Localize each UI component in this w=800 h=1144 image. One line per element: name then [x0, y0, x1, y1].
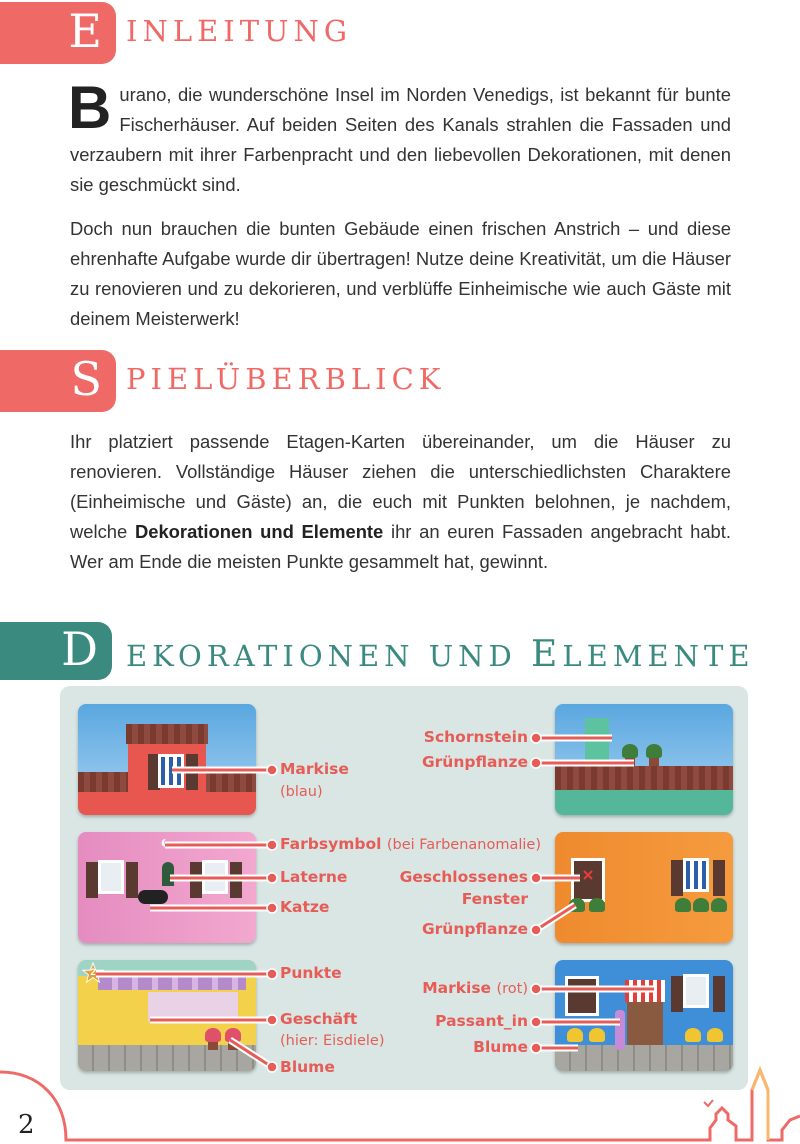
overview-text-block: [70, 427, 731, 577]
label-passant: Passant_in: [435, 1012, 528, 1030]
label-punkte: Punkte: [280, 964, 342, 982]
label-text: Farbsymbol: [280, 835, 382, 853]
header-initial: D: [61, 622, 98, 676]
label-gruenpflanze: Grünpflanze: [421, 920, 528, 938]
label-geschaeft: Geschäft: [280, 1010, 358, 1028]
overview-bold-text: Dekorationen und Elemente: [134, 521, 384, 542]
passerby-figure: [615, 1010, 625, 1050]
page-number: 2: [18, 1110, 35, 1140]
label-farbsymbol: [280, 835, 541, 854]
intro-paragraph-2: Doch nun brauchen die bunten Gebäude einen frischen Anstrich – und diese ehrenhafte Aufgabe wurde dir übertragen! Nutze deine Kreativität, um die Häuser zu renovieren und zu dekorieren, und verblüffe Einheimische wie auch Gäste mit deinem Meisterwerk!: [70, 218, 731, 329]
label-markise-sub: (blau): [280, 784, 323, 800]
section-title-dekorationen: [126, 634, 755, 675]
section-header-bar: [0, 622, 112, 680]
intro-text-block: [68, 74, 731, 334]
cat-icon: [138, 890, 168, 904]
title-part: EKORATIONEN UND: [126, 639, 532, 673]
label-blume: Blume: [473, 1038, 528, 1056]
card-pink-facade: [78, 832, 256, 943]
header-initial: S: [70, 352, 102, 406]
label-text: Markise: [422, 979, 492, 997]
overview-text: Ihr platziert passende Etagen-Karten übereinander, um die Häuser zu renovieren. Vollständige Häuser ziehen die unterschiedlichsten Charaktere (Einheimische und Gäste) an, die euch mit Punkten belohnen, je nachdem, welche: [70, 431, 731, 542]
title-part: LEMENTE: [562, 639, 755, 673]
section-header-bar: [0, 350, 116, 412]
label-gruenpflanze: Grünpflanze: [421, 753, 528, 771]
drop-cap: B: [68, 74, 112, 141]
label-fenster: Fenster: [461, 890, 528, 908]
moon-icon: [160, 838, 170, 848]
label-geschlossenes: Geschlossenes: [399, 868, 528, 886]
label-sub: (bei Farbenanomalie): [386, 837, 542, 853]
label-schornstein: Schornstein: [423, 728, 528, 746]
section-header-bar: [0, 2, 116, 64]
label-geschaeft-sub: (hier: Eisdiele): [280, 1033, 385, 1049]
intro-paragraph-1: [68, 74, 731, 200]
header-initial: E: [68, 4, 102, 58]
card-chimney-roof: [555, 704, 733, 815]
card-ice-cream-shop: [78, 960, 256, 1071]
label-laterne: Laterne: [280, 868, 348, 886]
label-blume: Blume: [280, 1058, 335, 1076]
card-orange-facade: [555, 832, 733, 943]
title-part: E: [531, 634, 563, 675]
label-sub: (rot): [496, 981, 528, 997]
section-title-spielueberblick: PIELÜBERBLICK: [126, 362, 446, 396]
label-katze: Katze: [280, 898, 330, 916]
lantern-icon: [162, 862, 174, 886]
overview-text: ihr an euren Fassaden angebracht habt. Wer am Ende die meisten Punkte gesammelt hat, gewinnt.: [70, 521, 732, 572]
card-roof-red-house: [78, 704, 256, 815]
overview-paragraph: [70, 427, 731, 577]
closed-window-x-icon: [583, 870, 593, 880]
section-title-einleitung: INLEITUNG: [126, 14, 353, 48]
footer-skyline-decoration: [0, 1060, 800, 1144]
label-markise: Markise: [280, 760, 349, 778]
label-markise-rot: [422, 979, 528, 998]
points-value: 2: [90, 967, 96, 977]
card-blue-facade: [555, 960, 733, 1071]
intro-text-1: urano, die wunderschöne Insel im Norden Venedigs, ist bekannt für bunte Fischerhäuser. Auf beiden Seiten des Kanals strahlen die Fassaden und verzaubern mit ihrer Farbenpracht und den liebevollen Dekorationen, mit denen sie geschmückt sind.: [70, 84, 731, 195]
